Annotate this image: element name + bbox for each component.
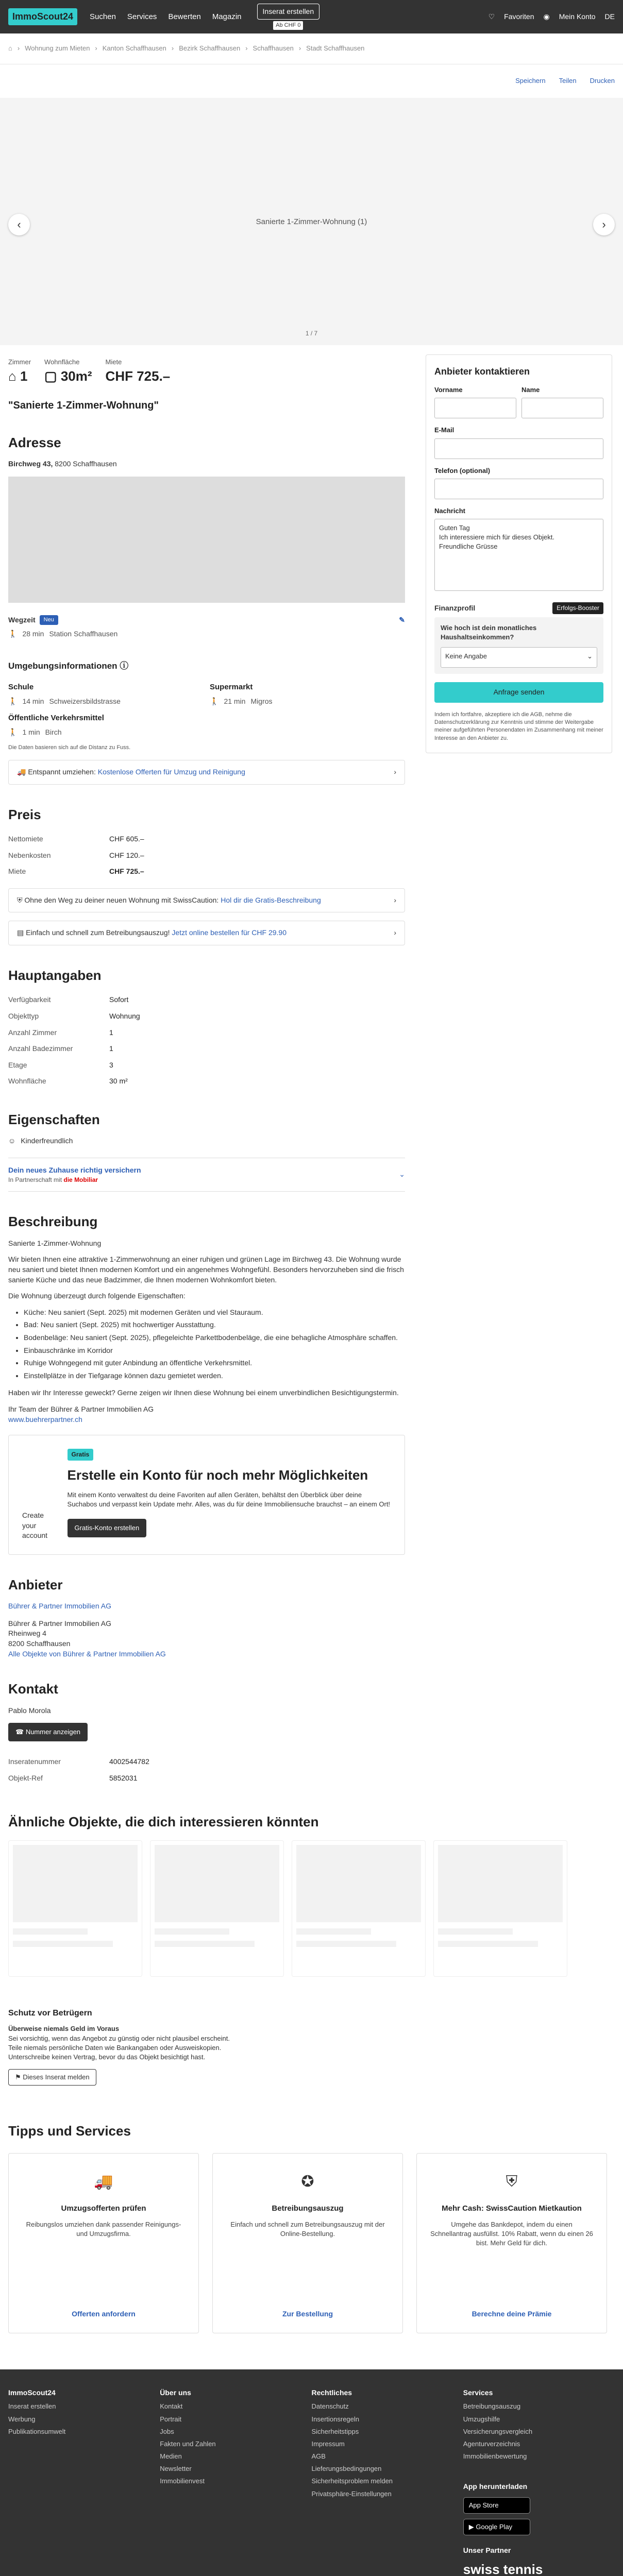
google-play-button[interactable]: ▶ Google Play bbox=[463, 2519, 530, 2535]
contact-name: Pablo Morola bbox=[8, 1706, 51, 1715]
footer-link[interactable]: Immobilienvest bbox=[160, 2477, 205, 2485]
provider-heading: Anbieter bbox=[8, 1577, 63, 1592]
breadcrumb-item[interactable]: Bezirk Schaffhausen bbox=[179, 44, 241, 53]
chevron-right-icon: › bbox=[394, 895, 396, 904]
footer-link[interactable]: Medien bbox=[160, 2452, 182, 2461]
market-label: Supermarkt bbox=[210, 682, 253, 691]
play-icon: ▶ bbox=[468, 2523, 476, 2531]
contact-form bbox=[426, 354, 612, 753]
insert-listing-button[interactable] bbox=[257, 4, 320, 30]
space-value: 30m² bbox=[60, 368, 92, 384]
message-label: Nachricht bbox=[434, 506, 465, 515]
rooms-value: 1 bbox=[20, 368, 28, 384]
env-heading: Umgebungsinformationen ⓘ bbox=[8, 660, 129, 671]
show-number-button[interactable]: ☎ Nummer anzeigen bbox=[8, 1723, 88, 1741]
footer-link[interactable]: Versicherungsvergleich bbox=[463, 2427, 533, 2435]
print-button[interactable]: Drucken bbox=[590, 77, 615, 85]
map[interactable] bbox=[8, 477, 405, 603]
similar-card[interactable] bbox=[150, 1840, 284, 1977]
flag-icon: ⚑ bbox=[15, 2073, 23, 2081]
transport-name: Birch bbox=[45, 728, 62, 737]
certificate-icon: ✪ bbox=[301, 2173, 314, 2190]
footer-link[interactable]: Sicherheitsproblem melden bbox=[311, 2477, 393, 2485]
gallery-caption: Sanierte 1-Zimmer-Wohnung (1) bbox=[256, 217, 367, 226]
prev-image-button[interactable]: ‹ bbox=[8, 214, 30, 235]
promo-side: Create your account bbox=[22, 1511, 48, 1540]
breadcrumb-item[interactable]: Schaffhausen bbox=[252, 44, 294, 53]
market-name: Migros bbox=[250, 697, 273, 705]
key-facts bbox=[8, 358, 405, 386]
rooms-label: Zimmer bbox=[8, 358, 31, 366]
tip-link[interactable]: Berechne deine Prämie bbox=[472, 2310, 552, 2318]
rent-label: Miete bbox=[105, 358, 122, 366]
send-request-button[interactable]: Anfrage senden bbox=[434, 682, 603, 703]
footer-link[interactable]: Werbung bbox=[8, 2415, 36, 2423]
share-button[interactable]: Teilen bbox=[559, 77, 577, 85]
document-icon: ▤ bbox=[17, 928, 26, 937]
footer-link[interactable]: Insertionsregeln bbox=[311, 2415, 359, 2423]
similar-listings bbox=[8, 1840, 615, 1977]
tip-link[interactable]: Zur Bestellung bbox=[282, 2310, 333, 2318]
route-label: Wegzeit bbox=[8, 615, 36, 624]
chevron-down-icon: ⌄ bbox=[587, 652, 593, 660]
walk-icon: 🚶 bbox=[210, 697, 219, 705]
footer: ImmoScout24 Inserat erstellen Werbung Publikationsumwelt Über uns Kontakt Portrait Jobs Fakten und Zahlen Medien Newsletter Immobilienvest Rechtliches Datenschutz Insertionsregeln Sicherheitstipps Impressum AGB Lieferungsbedingungen Sicherheitsproblem melden Privatsphäre-Einstellungen Services Betreibungsauszug Umzugshilfe Versicherungsvergleich Agenturverzeichnis Immobilienbewertung App herunterladen App Store ▶ Google Play Unser Partner swiss tennis bbox=[0, 2369, 623, 2576]
footer-link[interactable]: Immobilienbewertung bbox=[463, 2452, 527, 2461]
save-button[interactable]: Speichern bbox=[515, 77, 546, 85]
walk-icon: 🚶 bbox=[8, 728, 18, 737]
provider-link[interactable]: Bührer & Partner Immobilien AG bbox=[8, 1602, 111, 1611]
listing-actions bbox=[0, 64, 623, 98]
price-row: Nebenkosten CHF 120.– bbox=[8, 851, 144, 859]
route-destination: Station Schaffhausen bbox=[49, 630, 118, 638]
insurance-title[interactable]: Dein neues Zuhause richtig versichern bbox=[8, 1166, 141, 1175]
footer-link[interactable]: Kontakt bbox=[160, 2402, 183, 2411]
info-icon[interactable]: ⓘ bbox=[120, 660, 129, 671]
main-nav bbox=[90, 11, 241, 22]
promo-title: Erstelle ein Konto für noch mehr Möglichkeiten bbox=[67, 1467, 368, 1483]
address-heading: Adresse bbox=[8, 434, 61, 450]
footer-link[interactable]: Datenschutz bbox=[311, 2402, 349, 2411]
nav-services[interactable]: Services bbox=[127, 12, 157, 21]
phone-field[interactable] bbox=[434, 479, 603, 499]
info-row: Etage 3 bbox=[8, 1060, 113, 1069]
fraud-heading: Schutz vor Betrügern bbox=[8, 2009, 92, 2018]
all-listings-link[interactable]: Alle Objekte von Bührer & Partner Immobilien AG bbox=[8, 1649, 166, 1658]
route-info bbox=[8, 629, 405, 639]
child-icon: ☺ bbox=[8, 1137, 16, 1145]
main-info-heading: Hauptangaben bbox=[8, 968, 102, 984]
chevron-right-icon: › bbox=[394, 768, 396, 776]
phone-icon: ☎ bbox=[15, 1728, 26, 1736]
insurance-accordion[interactable]: Dein neues Zuhause richtig versichern In Partnerschaft mit die Mobiliar ⌄ bbox=[8, 1158, 405, 1192]
school-label: Schule bbox=[8, 682, 34, 691]
ref-row: Inseratenummer 4002544782 bbox=[8, 1757, 149, 1766]
truck-icon: 🚚 bbox=[94, 2173, 113, 2190]
favorites-link[interactable]: Favoriten bbox=[504, 12, 534, 21]
booster-badge: Erfolgs-Booster bbox=[552, 602, 603, 614]
walk-icon: 🚶 bbox=[8, 630, 18, 638]
edit-icon[interactable]: ✎ bbox=[399, 615, 405, 624]
gratis-badge: Gratis bbox=[68, 1449, 94, 1461]
breadcrumb: ⌂ › Wohnung zum Mieten › Kanton Schaffhausen › Bezirk Schaffhausen › Schaffhausen › Stadt Schaffhausen bbox=[0, 33, 623, 64]
chevron-down-icon: ⌄ bbox=[399, 1170, 405, 1179]
price-row: Nettomiete CHF 605.– bbox=[8, 835, 144, 843]
listing-title: "Sanierte 1-Zimmer-Wohnung" bbox=[8, 399, 159, 411]
header-right bbox=[489, 12, 615, 22]
gallery-counter: 1 / 7 bbox=[305, 330, 318, 337]
transport-time: 1 min bbox=[22, 728, 40, 737]
footer-link[interactable]: Fakten und Zahlen bbox=[160, 2439, 216, 2448]
tip-card: 🚚 Umzugsofferten prüfen Reibungslos umziehen dank passender Reinigungs- und Umzugsfirma. Offerten anfordern bbox=[8, 2153, 199, 2333]
footer-link[interactable]: AGB bbox=[311, 2452, 326, 2461]
fraud-list: Überweise niemals Geld im Voraus Sei vorsichtig, wenn das Angebot zu günstig oder nicht plausibel erscheint. Teile niemals persönliche Daten wie Bankangaben oder Ausweiskopien. Unterschreibe keinen Vertrag, bevor du das Objekt besichtigt hast. bbox=[8, 2025, 230, 2061]
finance-title: Finanzprofil bbox=[434, 603, 476, 612]
contact-heading: Kontakt bbox=[8, 1681, 58, 1697]
school-name: Schweizersbildstrasse bbox=[49, 697, 121, 705]
income-question: Wie hoch ist dein monatliches Haushaltseinkommen? bbox=[441, 623, 537, 641]
route-time: 28 min bbox=[22, 630, 44, 638]
debt-offer[interactable]: ▤ Einfach und schnell zum Betreibungsauszug! Jetzt online bestellen für CHF 29.90 › bbox=[8, 921, 405, 945]
market-time: 21 min bbox=[224, 697, 246, 705]
similar-card[interactable] bbox=[292, 1840, 426, 1977]
footer-link[interactable]: Portrait bbox=[160, 2415, 182, 2423]
insert-price: Ab CHF 0 bbox=[273, 21, 303, 30]
tips-cards bbox=[8, 2153, 615, 2333]
caution-link[interactable]: Hol dir die Gratis-Beschreibung bbox=[221, 895, 321, 904]
legal-text: Indem ich fortfahre, akzeptiere ich die AGB, nehme die Datenschutzerklärung zur Kenntnis und stimme der Weitergabe meiner aufgeführten Personendaten im Zusammenhang mit meiner Interesse an den Anbieter zu. bbox=[434, 711, 603, 741]
description-heading: Beschreibung bbox=[8, 1214, 98, 1230]
tip-card: ⛨ Mehr Cash: SwissCaution Mietkaution Umgehe das Bankdepot, indem du einen Schnellantrag ausfüllst. 10% Rabatt, wenn du einen 26 bist. Mehr Geld für dich. Berechne deine Prämie bbox=[416, 2153, 607, 2333]
footer-link[interactable]: Sicherheitstipps bbox=[311, 2427, 359, 2435]
breadcrumb-item[interactable]: Stadt Schaffhausen bbox=[306, 44, 365, 53]
last-name-label: Name bbox=[521, 386, 540, 394]
email-field[interactable] bbox=[434, 438, 603, 459]
debt-link[interactable]: Jetzt online bestellen für CHF 29.90 bbox=[172, 928, 287, 937]
footer-link[interactable]: Newsletter bbox=[160, 2465, 192, 2473]
footer-link[interactable]: Impressum bbox=[311, 2439, 345, 2448]
transport-label: Öffentliche Verkehrsmittel bbox=[8, 714, 104, 723]
shield-icon: ⛨ bbox=[17, 895, 25, 904]
env-note: Die Daten basieren sich auf die Distanz zu Fuss. bbox=[8, 744, 131, 751]
footer-link[interactable]: Lieferungsbedingungen bbox=[311, 2465, 382, 2473]
info-row: Anzahl Zimmer 1 bbox=[8, 1028, 113, 1037]
nav-evaluate[interactable]: Bewerten bbox=[168, 12, 201, 21]
provider-address: Bührer & Partner Immobilien AG Rheinweg 4 8200 Schaffhausen bbox=[8, 1619, 111, 1648]
nav-search[interactable]: Suchen bbox=[90, 12, 116, 21]
description: Sanierte 1-Zimmer-Wohnung Wir bieten Ihnen eine attraktive 1-Zimmerwohnung an einer ruhigen und grünen Lage im Birchweg 43. Die Wohnung wurde neu saniert und bietet Ihnen modernen Komfort und ein angenehmes Wohngefühl. Besonders hervorzuheben sind die frisch sanierte Küche und das neue Badzimmer, die Ihnen modernen Wohnkomfort bieten. Die Wohnung überzeugt durch folgende Eigenschaften: • Küche: Neu saniert (Sept. 2025) mit modernen Geräten und viel Stauraum. • Bad: Neu saniert (Sept. 2025) mit hochwertiger Ausstattung. • Bodenbeläge: Neu saniert (Sept. 2025), pflegeleichte Parkettbodenbeläge, die eine behagliche Atmosphäre schaffen. • Einbauschränke im Korridor • Ruhige Wohngegend mit guter Anbindung an öffentliche Verkehrsmittel. • Einstellplätze in der Tiefgarage können dazu gemietet werden. Haben wir Ihr Interesse geweckt? Gerne zeigen wir Ihnen diese Wohnung bei einem unverbindlichen Besichtigungstermin. Ihr Team der Bührer & Partner Immobilien AG www.buehrerpartner.ch bbox=[8, 1239, 405, 1425]
shield-icon: ⛨ bbox=[506, 2173, 518, 2190]
heart-icon: ♡ bbox=[488, 12, 495, 21]
caution-offer[interactable]: ⛨ Ohne den Weg zu deiner neuen Wohnung mit SwissCaution: Hol dir die Gratis-Beschreibung › bbox=[8, 888, 405, 913]
language-select[interactable]: DE bbox=[604, 12, 615, 21]
tip-card: ✪ Betreibungsauszug Einfach und schnell zum Betreibungsauszug mit der Online-Bestellung. Zur Bestellung bbox=[212, 2153, 403, 2333]
tips-heading: Tipps und Services bbox=[8, 2123, 131, 2139]
email-label: E-Mail bbox=[434, 426, 454, 434]
props-heading: Eigenschaften bbox=[8, 1112, 100, 1128]
address bbox=[8, 459, 405, 469]
first-name-label: Vorname bbox=[434, 386, 463, 394]
breadcrumb-item[interactable]: Wohnung zum Mieten bbox=[25, 44, 90, 53]
swisstennis-logo[interactable]: swiss tennis bbox=[463, 2561, 543, 2576]
image-gallery[interactable] bbox=[0, 98, 623, 345]
footer-link[interactable]: Inserat erstellen bbox=[8, 2402, 56, 2411]
app-store-button[interactable]: App Store bbox=[463, 2497, 530, 2514]
tip-link[interactable]: Offerten anfordern bbox=[72, 2310, 136, 2318]
chevron-right-icon: › bbox=[394, 928, 396, 937]
info-row: Wohnfläche 30 m² bbox=[8, 1077, 128, 1086]
property-item: ☺ Kinderfreundlich bbox=[8, 1136, 405, 1146]
route-section bbox=[8, 615, 405, 625]
school-time: 14 min bbox=[22, 697, 44, 705]
footer-link[interactable]: Betreibungsauszug bbox=[463, 2402, 521, 2411]
form-heading: Anbieter kontaktieren bbox=[434, 366, 530, 377]
area-icon: ▢ bbox=[44, 368, 61, 384]
last-name-input[interactable] bbox=[521, 398, 603, 418]
moving-link[interactable]: Kostenlose Offerten für Umzug und Reinigung bbox=[97, 768, 245, 776]
main-content bbox=[8, 345, 405, 1787]
similar-card[interactable] bbox=[433, 1840, 567, 1977]
user-icon: ◉ bbox=[543, 12, 550, 21]
insert-label: Inserat erstellen bbox=[257, 4, 320, 20]
new-badge: Neu bbox=[40, 615, 58, 625]
promo-text: Mit einem Konto verwaltest du deine Favoriten auf allen Geräten, behältst den Überblick über deine Suchabos und verpasst kein Update mehr. Alles, was du für deine Immobiliensuche brauchst – an einem Ort! bbox=[67, 1491, 391, 1509]
price-heading: Preis bbox=[8, 806, 41, 822]
moving-offer[interactable]: 🚚 Entspannt umziehen: Kostenlose Offerten für Umzug und Reinigung › bbox=[8, 760, 405, 785]
walk-icon: 🚶 bbox=[8, 697, 18, 705]
income-select[interactable]: Keine Angabe ⌄ bbox=[441, 647, 597, 668]
footer-link[interactable]: Umzugshilfe bbox=[463, 2415, 500, 2423]
mobiliar-logo: die Mobiliar bbox=[63, 1176, 98, 1183]
footer-link[interactable]: Privatsphäre-Einstellungen bbox=[311, 2489, 392, 2498]
footer-link[interactable]: Agenturverzeichnis bbox=[463, 2439, 520, 2448]
report-listing-button[interactable]: ⚑ Dieses Inserat melden bbox=[8, 2069, 96, 2086]
space-label: Wohnfläche bbox=[44, 358, 80, 366]
footer-link[interactable]: Publikationsumwelt bbox=[8, 2427, 66, 2435]
similar-card[interactable] bbox=[8, 1840, 142, 1977]
home-icon[interactable]: ⌂ bbox=[8, 44, 12, 53]
nav-magazine[interactable]: Magazin bbox=[212, 12, 242, 21]
contact-sidebar bbox=[426, 345, 612, 1787]
phone-label: Telefon (optional) bbox=[434, 466, 491, 474]
rooms-icon: ⌂ bbox=[8, 368, 20, 384]
breadcrumb-item[interactable]: Kanton Schaffhausen bbox=[102, 44, 166, 53]
env-grid bbox=[8, 682, 405, 738]
info-row: Objekttyp Wohnung bbox=[8, 1012, 140, 1021]
next-image-button[interactable]: › bbox=[593, 214, 615, 235]
first-name-input[interactable] bbox=[434, 398, 516, 418]
logo[interactable]: ImmoScout24 bbox=[8, 8, 77, 25]
message-field[interactable]: Guten Tag Ich interessiere mich für dieses Objekt. Freundliche Grüsse bbox=[434, 519, 603, 591]
price-row: Miete CHF 725.– bbox=[8, 867, 144, 876]
rent-value: CHF 725.– bbox=[105, 368, 171, 384]
truck-icon: 🚚 bbox=[17, 768, 28, 776]
footer-link[interactable]: Jobs bbox=[160, 2427, 174, 2435]
account-promo bbox=[8, 1435, 405, 1555]
info-row: Verfügbarkeit Sofort bbox=[8, 995, 129, 1004]
ref-row: Objekt-Ref 5852031 bbox=[8, 1774, 138, 1783]
header bbox=[0, 0, 623, 33]
account-link[interactable]: Mein Konto bbox=[559, 12, 596, 21]
city: 8200 Schaffhausen bbox=[55, 459, 117, 468]
create-account-button[interactable]: Gratis-Konto erstellen bbox=[68, 1519, 147, 1537]
street: Birchweg 43, bbox=[8, 459, 53, 468]
website-link[interactable]: www.buehrerpartner.ch bbox=[8, 1415, 82, 1423]
similar-heading: Ähnliche Objekte, die dich interessieren könnten bbox=[8, 1814, 319, 1829]
info-row: Anzahl Badezimmer 1 bbox=[8, 1044, 113, 1053]
